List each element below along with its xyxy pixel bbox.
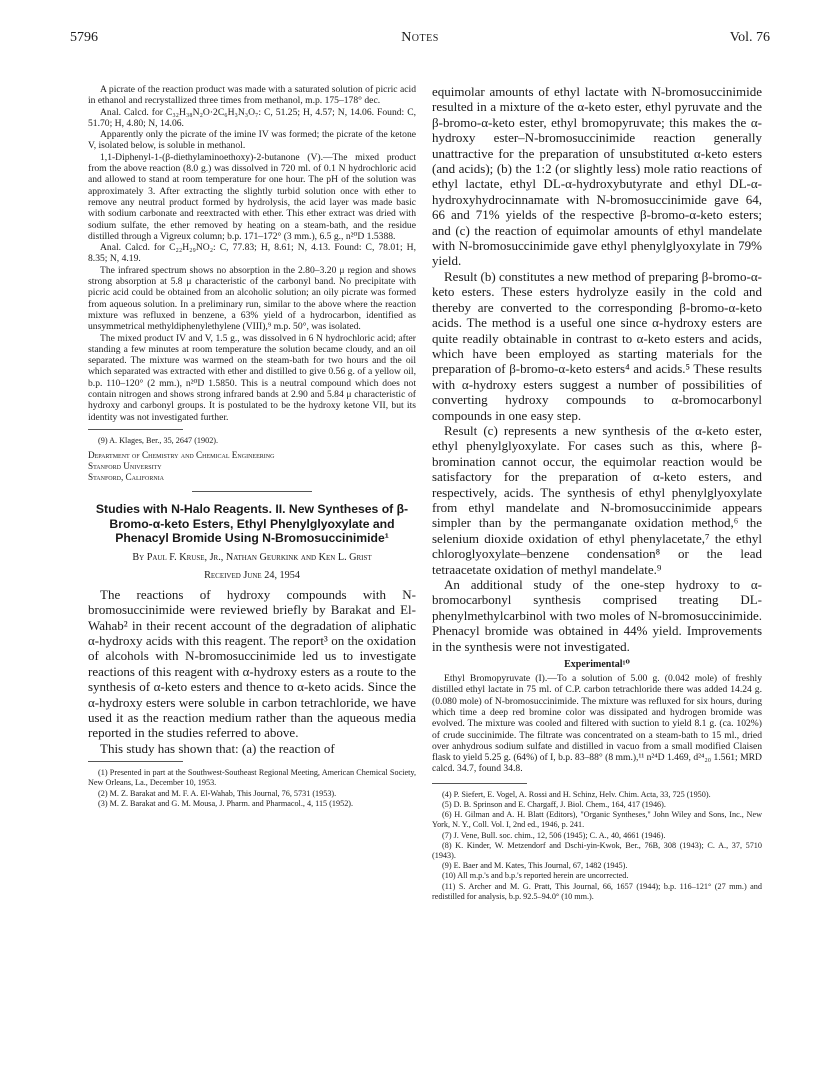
right-column <box>432 84 762 902</box>
experimental-continuation <box>88 84 416 423</box>
footnote: (7) J. Vene, Bull. soc. chim., 12, 506 (1945); C. A., 40, 4661 (1946). <box>442 830 666 840</box>
footnote: (3) M. Z. Barakat and G. M. Mousa, J. Pharm. and Pharmacol., 4, 115 (1952). <box>98 798 354 808</box>
paragraph: Result (b) constitutes a new method of preparing β-bromo-α-keto esters. These esters hydrolyze easily in the cold and thereby are converted to the corresponding β-bromo-α-keto acids. The method is a useful one since α-hydroxy esters are quite readily obtainable in contrast to α-keto esters and acids, which have been employed as starting materials for the preparation of β-bromo-α-keto esters⁴ and acids.⁵ These results with α-hydroxy esters suggest a number of possibilities of converting hydroxy compounds to α-bromocarbonyl compounds in one easy step. <box>432 268 762 423</box>
paragraph: This study has shown that: (a) the reaction of <box>100 740 335 756</box>
footnote-divider <box>432 783 527 784</box>
volume-label: Vol. 76 <box>729 30 770 45</box>
paragraph: The mixed product IV and V, 1.5 g., was dissolved in 6 N hydrochloric acid; after standing a few minutes at room temperature the solution became cloudy, and an oil separated. The mixture was warmed on the steam-bath for two hours and the oil which separated was extracted with ether and distilled to give 0.56 g. of a yellow oil, b.p. 110–120° (2 mm.), n²⁰D 1.5850. This is a neutral compound which does not contain nitrogen and shows strong infrared bands at 2.90 and 5.84 μ characteristic of hydroxy and carbonyl groups. It is postulated to be the hydroxy ketone VII, but its identity was not investigated further. <box>88 332 416 423</box>
article-title: Studies with N-Halo Reagents. II. New Syntheses of β-Bromo-α-keto Esters, Ethyl Phenylglyoxylate and Phenacyl Bromide Using N-Bromosuccinimide¹ <box>95 502 409 546</box>
footnote: (11) S. Archer and M. G. Pratt, This Journal, 66, 1657 (1944); b.p. 116–121° (27 mm.) and redistilled for analysis, b.p. 92.5–94.0° (10 mm.). <box>432 881 762 901</box>
footnote-divider <box>88 429 183 430</box>
footnote: (1) Presented in part at the Southwest-Southeast Regional Meeting, American Chemical Society, New Orleans, La., December 10, 1953. <box>88 768 416 788</box>
footnote: (5) D. B. Sprinson and E. Chargaff, J. Biol. Chem., 164, 417 (1946). <box>442 799 666 809</box>
footnote: (8) K. Kinder, W. Metzendorf and Dschi-yin-Kwok, Ber., 76B, 308 (1943); C. A., 37, 5710 (1943). <box>432 840 762 860</box>
affiliation-line: Stanford University <box>88 461 162 472</box>
received-date: Received June 24, 1954 <box>204 569 300 581</box>
footnote: (10) All m.p.'s and b.p.'s reported herein are uncorrected. <box>442 871 629 881</box>
page-header <box>70 30 770 52</box>
footnotes <box>88 768 416 809</box>
left-column <box>88 84 416 809</box>
section-title: Notes <box>401 30 439 45</box>
paragraph: Anal. Calcd. for C₃₂H₃₈N₂O·2C₆H₃N₃O₇: C, 51.25; H, 4.57; N, 14.06. Found: C, 51.70; H, 4.80; N, 14.06. <box>88 106 416 129</box>
paragraph: Anal. Calcd. for C₂₂H₂₉NO₂: C, 77.83; H, 8.61; N, 4.13. Found: C, 78.01; H, 8.35; N, 4.19. <box>88 242 416 265</box>
paragraph: Apparently only the picrate of the imine IV was formed; the picrate of the ketone V, isolated below, is soluble in methanol. <box>88 129 416 152</box>
experimental-section <box>432 673 762 775</box>
footnote: (6) H. Gilman and A. H. Blatt (Editors), "Organic Syntheses," John Wiley and Sons, Inc., New York, N. Y., Coll. Vol. I, 2nd ed., 1946, p. 241. <box>432 810 762 830</box>
paragraph: The infrared spectrum shows no absorption in the 2.80–3.20 μ region and shows strong absorption at 5.8 μ characteristic of the carbonyl band. No precipitate with picric acid could be obtained from an alcoholic solution; an oily picrate was formed from aqueous solution. In a preliminary run, similar to the above where the reaction mixture was refluxed in benzene, a 63% yield of a hydrocarbon, identified as unsymmetrical methyldiphenylethylene (VIII),⁹ m.p. 50°, was isolated. <box>88 264 416 333</box>
footnote: (4) P. Siefert, E. Vogel, A. Rossi and H. Schinz, Helv. Chim. Acta, 33, 725 (1950). <box>442 789 711 799</box>
paragraph: A picrate of the reaction product was made with a saturated solution of picric acid in ethanol and recrystallized three times from methanol, m.p. 175–178° dec. <box>88 84 416 107</box>
section-divider <box>192 491 312 492</box>
paragraph: An additional study of the one-step hydroxy to α-bromocarbonyl synthesis comprised treating DL-phenylmethylcarbinol with two moles of N-bromosuccinimide. Phenacyl bromide was obtained in 44% yield. Improvements in the synthesis were not investigated. <box>432 577 762 654</box>
paragraph: Result (c) represents a new synthesis of the α-keto ester, ethyl phenylglyoxylate. For cases such as this, where β-bromination cannot occur, the equimolar reaction would be satisfactory for the preparation of α-keto esters, and respectively, acids. The synthesis of ethyl phenylglyoxylate from ethyl mandelate and N-bromosuccinimide appears simpler than by the permanganate oxidation method,⁶ the selenium dioxide oxidation of ethyl phenylacetate,⁷ the ethyl chloroglyoxylate–benzene condensation⁸ or the lead tetraacetate oxidation of methyl mandelate.⁹ <box>432 422 762 577</box>
affiliation <box>88 450 416 483</box>
paragraph: The reactions of hydroxy compounds with N-bromosuccinimide were reviewed briefly by Barakat and El-Wahab² in their recent account of the degradation of aliphatic α-hydroxy acids with this reagent. The report³ on the oxidation of alcohols with N-bromosuccinimide led us to investigate reactions of this reagent with α-hydroxy esters as a route to the synthesis of α-keto esters and thence to α-keto acids. Since the α-hydroxy esters were soluble in carbon tetrachloride, we have used it as the reaction medium rather than the aqueous media reported in the studies referred to above. <box>88 586 416 741</box>
footnote: (9) A. Klages, Ber., 35, 2647 (1902). <box>98 435 219 445</box>
article-body <box>88 587 416 756</box>
footnote: (2) M. Z. Barakat and M. F. A. El-Wahab, This Journal, 76, 5731 (1953). <box>98 788 337 798</box>
footnotes <box>432 790 762 902</box>
experimental-heading: Experimental¹⁰ <box>564 659 630 671</box>
footnote: (9) E. Baer and M. Kates, This Journal, 67, 1482 (1945). <box>442 861 628 871</box>
affiliation-line: Department of Chemistry and Chemical Engineering <box>88 450 275 461</box>
article-body-cont <box>432 84 762 654</box>
affiliation-line: Stanford, California <box>88 472 165 483</box>
footnotes-prev <box>88 436 416 446</box>
page-number: 5796 <box>70 30 98 45</box>
paragraph: Ethyl Bromopyruvate (I).—To a solution of 5.00 g. (0.042 mole) of freshly distilled ethyl lactate in 75 ml. of C.P. carbon tetrachloride there was added 14.24 g. (0.080 mole) of N-bromosuccinimide. The mixture was refluxed for six hours, during which time a deep red bromine color was dissipated and hydrogen bromide was evolved. The mixture was cooled and filtered with suction to yield 8.1 g. (ca. 102%) of crude succinimide. The filtrate was concentrated on a steam-bath to 15 ml., dried over anhydrous sodium sulfate and distilled in vacuo from a small modified Claisen flask to yield 5.25 g. (64%) of I, b.p. 83–88° (8 mm.),¹¹ n²⁴D 1.469, d²⁴₂₀ 1.561; MRD calcd. 34.7, found 34.8. <box>432 673 762 775</box>
footnote-divider <box>88 761 183 762</box>
paragraph: equimolar amounts of ethyl lactate with N-bromosuccinimide resulted in a mixture of the α-keto ester, ethyl pyruvate and the β-bromo-α-keto ester, ethyl bromopyruvate; this makes the α-hydroxy ester–N-bromosuccinimide reaction generally unattractive for the preparation of unsubstituted α-keto esters (and acids); (b) the 1:2 (or slightly less) mole ratio reactions of ethyl lactate, ethyl DL-α-hydroxybutyrate and ethyl DL-α-hydroxyhydrocinnamate with N-bromosuccinimide gave 64, 66 and 71% yields of the respective β-bromo-α-keto esters; and (c) the reaction of equimolar amounts of ethyl mandelate with N-bromosuccinimide gave ethyl phenylglyoxylate in 79% yield. <box>432 84 762 269</box>
paragraph: 1,1-Diphenyl-1-(β-diethylaminoethoxy)-2-butanone (V).—The mixed product from the above reaction (8.0 g.) was dissolved in 720 ml. of 0.1 N hydrochloric acid and allowed to stand at room temperature for one hour. The pH of the solution was approximately 3. After extracting the slightly turbid solution once with ether to remove any neutral product formed by hydrolysis, the acid layer was made basic with sodium carbonate and reextracted with ether. This ether extract was dried with sodium sulfate, the ether removed by heating on a steam-bath, and the residue distilled through a Vigreux column; b.p. 171–172° (3 mm.), 6.5 g., n²⁰D 1.5388. <box>88 151 416 242</box>
authors: By Paul F. Kruse, Jr., Nathan Geurkink and Ken L. Grist <box>132 551 372 563</box>
